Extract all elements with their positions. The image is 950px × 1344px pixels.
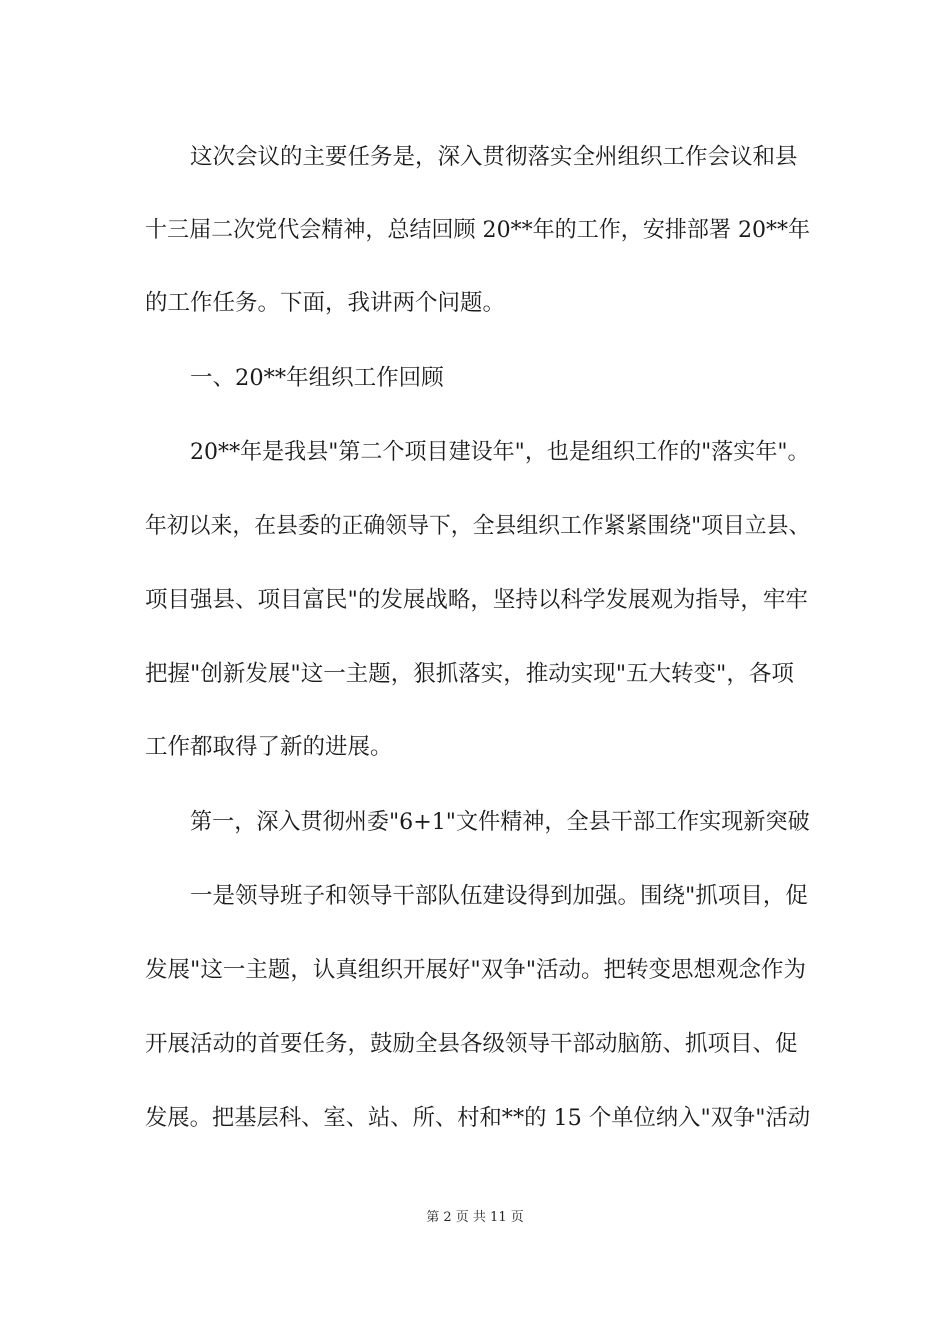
paragraph-1-line-2: 十三届二次党代会精神，总结回顾 20**年的工作，安排部署 20**年 <box>145 217 811 243</box>
paragraph-1-line-3: 的工作任务。下面，我讲两个问题。 <box>145 290 506 316</box>
paragraph-2-line-4: 把握"创新发展"这一主题，狠抓落实，推动实现"五大转变"，各项 <box>145 661 794 687</box>
paragraph-1-line-1: 这次会议的主要任务是，深入贯彻落实全州组织工作会议和县 <box>190 144 798 170</box>
page-number-footer: 第 2 页 共 11 页 <box>426 1210 524 1225</box>
paragraph-3-line-1: 一是领导班子和领导干部队伍建设得到加强。围绕"抓项目，促 <box>190 883 808 909</box>
subheading-first: 第一，深入贯彻州委"6+1"文件精神，全县干部工作实现新突破 <box>190 809 810 835</box>
paragraph-2-line-5: 工作都取得了新的进展。 <box>145 734 393 760</box>
paragraph-2-line-1: 20**年是我县"第二个项目建设年"，也是组织工作的"落实年"。 <box>190 439 810 465</box>
paragraph-2-line-3: 项目强县、项目富民"的发展战略，坚持以科学发展观为指导，牢牢 <box>145 587 808 613</box>
paragraph-2-line-2: 年初以来，在县委的正确领导下，全县组织工作紧紧围绕"项目立县、 <box>145 513 811 539</box>
paragraph-3-line-3: 开展活动的首要任务，鼓励全县各级领导干部动脑筋、抓项目、促 <box>145 1031 798 1057</box>
section-heading-1: 一、20**年组织工作回顾 <box>190 365 444 391</box>
paragraph-3-line-2: 发展"这一主题，认真组织开展好"双争"活动。把转变思想观念作为 <box>145 957 807 983</box>
paragraph-3-line-4: 发展。把基层科、室、站、所、村和**的 15 个单位纳入"双争"活动 <box>145 1105 811 1131</box>
